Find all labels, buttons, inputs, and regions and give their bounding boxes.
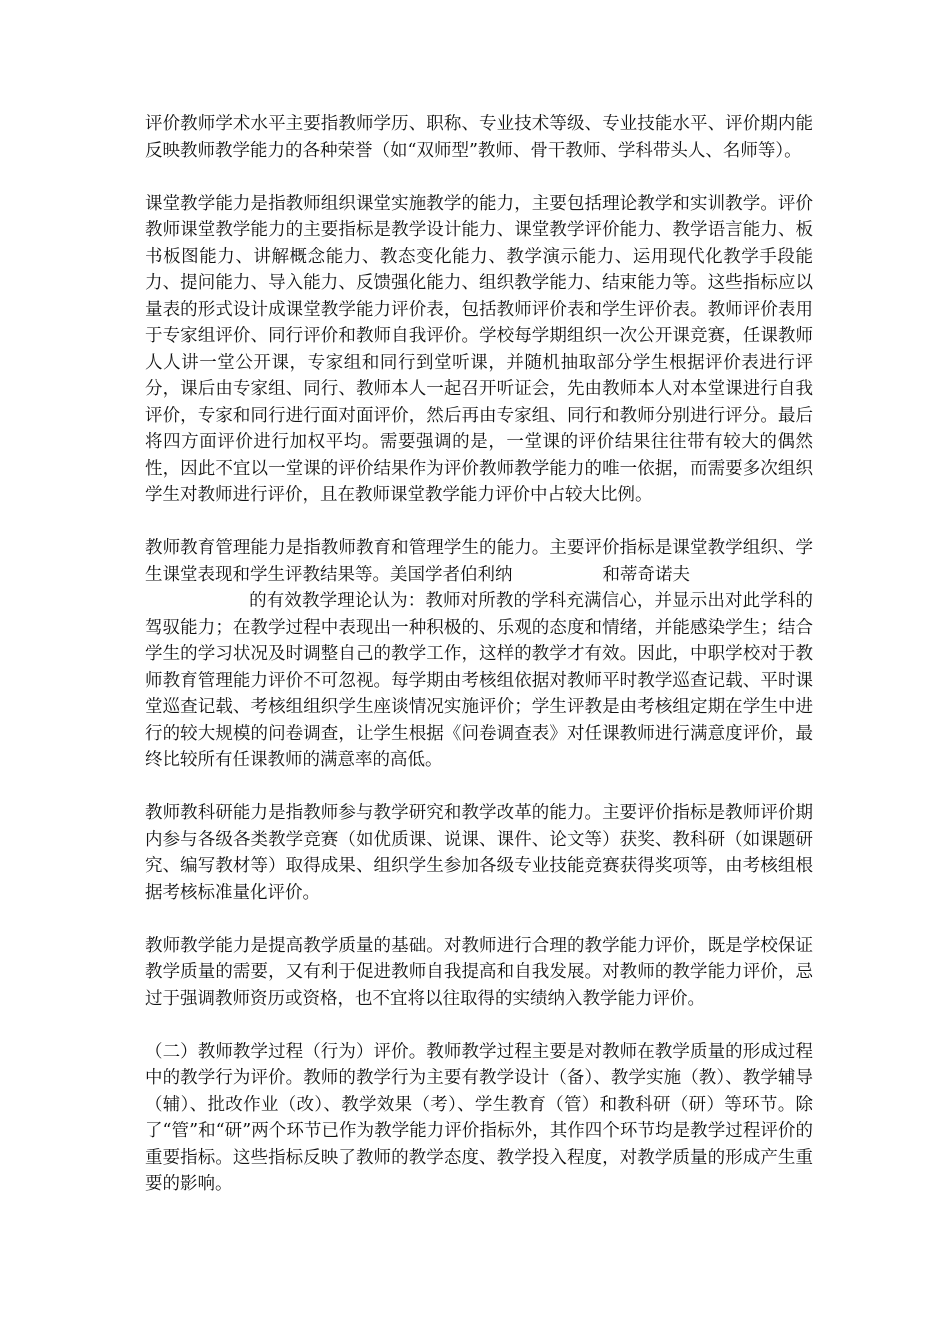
- paragraph-education-management-part3: 的有效教学理论认为：教师对所教的学科充满信心，并显示出对此学科的驾驭能力；在教学过程中表现出一种积极的、乐观的态度和情绪，并能感染学生；结合学生的学习状况及时调整自己的教学工作，这样的教学才有效。因此，中职学校对于教师教育管理能力评价不可忽视。每学期由考核组依据对教师平时教学巡查记载、平时课堂巡查记载、考核组组织学生座谈情况实施评价；学生评教是由考核组定期在学生中进行的较大规模的问卷调查，让学生根据《问卷调查表》对任课教师进行满意度评价，最终比较所有任课教师的满意率的高低。: [145, 591, 813, 770]
- paragraph-education-management-part1: 教师教育管理能力是指教师教育和管理学生的能力。主要评价指标是课堂教学组织、学生课堂表现和学生评教结果等。美国学者伯利纳: [145, 538, 813, 585]
- paragraph-research-ability: 教师教科研能力是指教师参与教学研究和教学改革的能力。主要评价指标是教师评价期内参与各级各类教学竞赛（如优质课、说课、课件、论文等）获奖、教科研（如课题研究、编写教材等）取得成果、组织学生参加各级专业技能竞赛获得奖项等，由考核组根据考核标准量化评价。: [145, 803, 813, 903]
- paragraph-education-management-part2: 和蒂奇诺夫: [602, 564, 690, 585]
- paragraph-academic-level: 评价教师学术水平主要指教师学历、职称、专业技术等级、专业技能水平、评价期内能反映教师教学能力的各种荣誉（如“双师型”教师、骨干教师、学科带头人、名师等）。: [145, 114, 813, 161]
- document-body: [145, 111, 813, 1224]
- paragraph-teaching-ability-summary: 教师教学能力是提高教学质量的基础。对教师进行合理的教学能力评价，既是学校保证教学质量的需要，又有利于促进教师自我提高和自我发展。对教师的教学能力评价，忌过于强调教师资历或资格，也不宜将以往取得的实绩纳入教学能力评价。: [145, 935, 813, 1009]
- paragraph-education-management: [145, 535, 813, 774]
- paragraph-classroom-teaching: 课堂教学能力是指教师组织课堂实施教学的能力，主要包括理论教学和实训教学。评价教师课堂教学能力的主要指标是教学设计能力、课堂教学评价能力、教学语言能力、板书板图能力、讲解概念能力、教态变化能力、教学演示能力、运用现代化教学手段能力、提问能力、导入能力、反馈强化能力、组织教学能力、结束能力等。这些指标应以量表的形式设计成课堂教学能力评价表，包括教师评价表和学生评价表。教师评价表用于专家组评价、同行评价和教师自我评价。学校每学期组织一次公开课竞赛，任课教师人人讲一堂公开课，专家组和同行到堂听课，并随机抽取部分学生根据评价表进行评分，课后由专家组、同行、教师本人一起召开听证会，先由教师本人对本堂课进行自我评价，专家和同行进行面对面评价，然后再由专家组、同行和教师分别进行评分。最后将四方面评价进行加权平均。需要强调的是，一堂课的评价结果往往带有较大的偶然性，因此不宜以一堂课的评价结果作为评价教师教学能力的唯一依据，而需要多次组织学生对教师进行评价，且在教师课堂教学能力评价中占较大比例。: [145, 193, 813, 505]
- paragraph-teaching-process: （二）教师教学过程（行为）评价。教师教学过程主要是对教师在教学质量的形成过程中的教学行为评价。教师的教学行为主要有教学设计（备）、教学实施（教）、教学辅导（辅）、批改作业（改）、教学效果（考）、学生教育（管）和教科研（研）等环节。除了“管”和“研”两个环节已作为教学能力评价指标外，其作四个环节均是教学过程评价的重要指标。这些指标反映了教师的教学态度、教学投入程度，对教学质量的形成产生重要的影响。: [145, 1041, 813, 1194]
